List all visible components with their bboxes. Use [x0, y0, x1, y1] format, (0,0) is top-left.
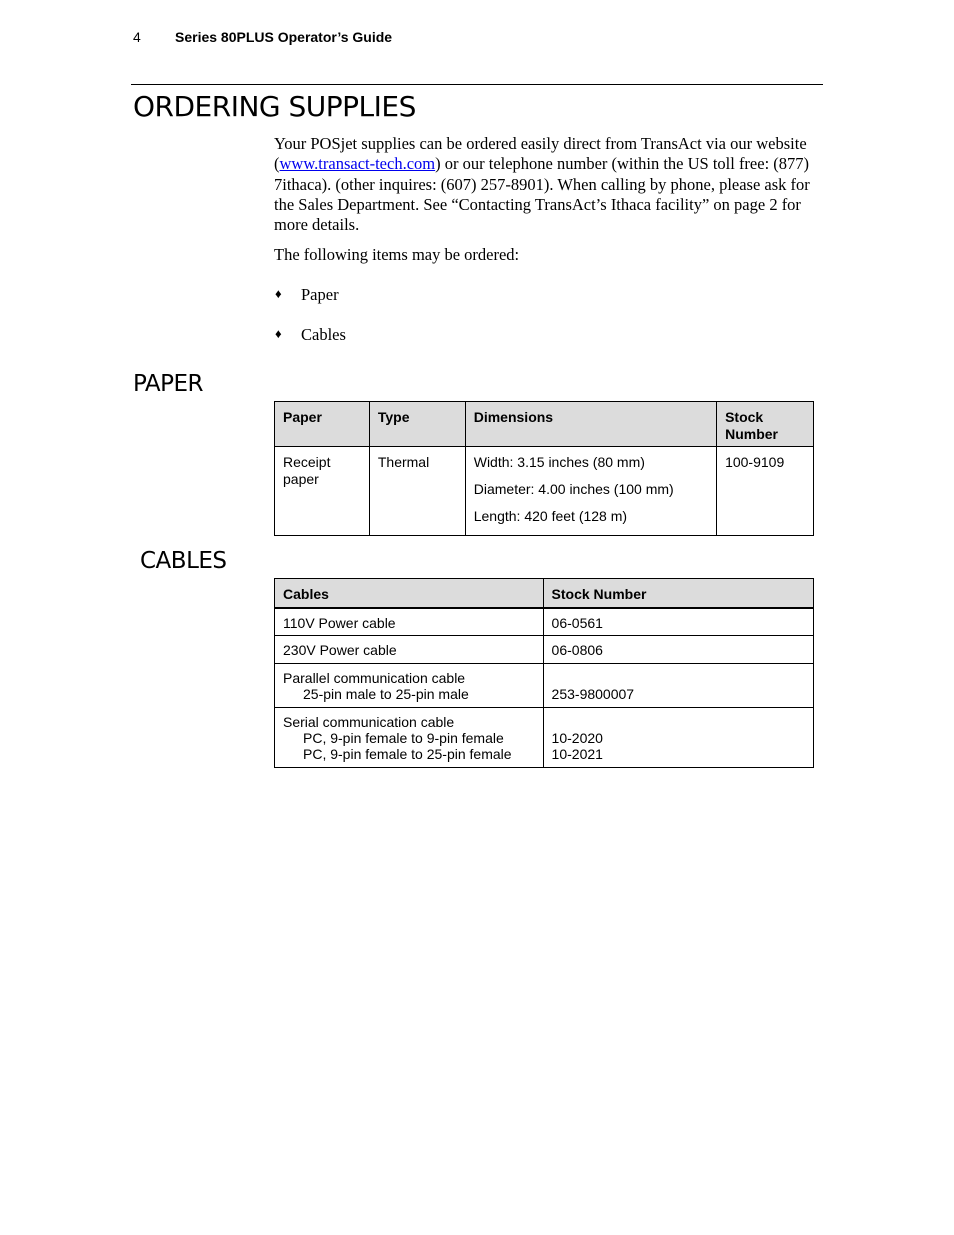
- website-link[interactable]: www.transact-tech.com: [279, 154, 436, 174]
- cable-name-cell: [275, 708, 544, 768]
- type-cell: Thermal: [369, 447, 465, 536]
- list-item-label: Paper: [301, 285, 339, 304]
- cables-heading: CABLES: [140, 548, 227, 574]
- stock-cell: 100-9109: [717, 447, 814, 536]
- table-header-row: [275, 579, 814, 608]
- stock-cell: [543, 708, 813, 768]
- intro-paragraph: [274, 134, 819, 235]
- diamond-bullet-icon: ♦: [275, 326, 282, 341]
- cables-table: [274, 578, 814, 768]
- dimension-line: Width: 3.15 inches (80 mm): [473, 454, 645, 470]
- table-row: [275, 636, 814, 664]
- page-number: 4: [133, 29, 141, 45]
- stock-cell: [543, 664, 813, 708]
- stock-cell: 06-0806: [543, 636, 813, 664]
- table-row: [275, 608, 814, 636]
- cable-variant: PC, 9-pin female to 25-pin female: [303, 746, 512, 762]
- cable-name: Parallel communication cable: [283, 670, 466, 686]
- header-rule: [131, 84, 823, 85]
- guide-title: Series 80PLUS Operator’s Guide: [175, 29, 393, 45]
- paper-table: [274, 401, 814, 536]
- column-header: Paper: [275, 402, 370, 447]
- section-title: ORDERING SUPPLIES: [133, 90, 416, 123]
- table-row: [275, 447, 814, 536]
- intro-text-before: Your POSjet supplies can be ordered easily direct from TransAct via our website (: [274, 134, 807, 174]
- dimension-line: Diameter: 4.00 inches (100 mm): [473, 481, 674, 497]
- cable-name-cell: 110V Power cable: [275, 608, 544, 636]
- column-header: Type: [369, 402, 465, 447]
- paper-cell: Receipt paper: [275, 447, 370, 536]
- cable-name-cell: [275, 664, 544, 708]
- paper-heading: PAPER: [133, 371, 204, 397]
- cable-name-cell: 230V Power cable: [275, 636, 544, 664]
- column-header: Cables: [275, 579, 544, 608]
- dimension-line: Length: 420 feet (128 m): [473, 508, 628, 524]
- table-row: [275, 664, 814, 708]
- diamond-bullet-icon: ♦: [275, 286, 282, 301]
- column-header: Stock Number: [717, 402, 814, 447]
- stock-cell: 06-0561: [543, 608, 813, 636]
- table-row: [275, 708, 814, 768]
- cable-variant: 25-pin male to 25-pin male: [303, 686, 469, 702]
- cable-variant: PC, 9-pin female to 9-pin female: [303, 730, 504, 746]
- column-header: Stock Number: [543, 579, 813, 608]
- stock-number: 253-9800007: [551, 686, 635, 702]
- column-header: Dimensions: [465, 402, 716, 447]
- cable-name: Serial communication cable: [283, 714, 455, 730]
- list-item-label: Cables: [301, 325, 346, 344]
- dimensions-cell: [465, 447, 716, 536]
- table-header-row: [275, 402, 814, 447]
- stock-number: 10-2021: [551, 746, 603, 762]
- stock-number: 10-2020: [551, 730, 603, 746]
- intro-text-after: ) or our telephone number (within the US toll free: (877) 7ithaca). (other inquires: (607) 257-8901). When calling by phone, please ask for the Sales Department. See “Contacting TransAct’s Ithaca facility” on page 2 for more details.: [274, 154, 810, 235]
- items-intro: The following items may be ordered:: [274, 245, 520, 264]
